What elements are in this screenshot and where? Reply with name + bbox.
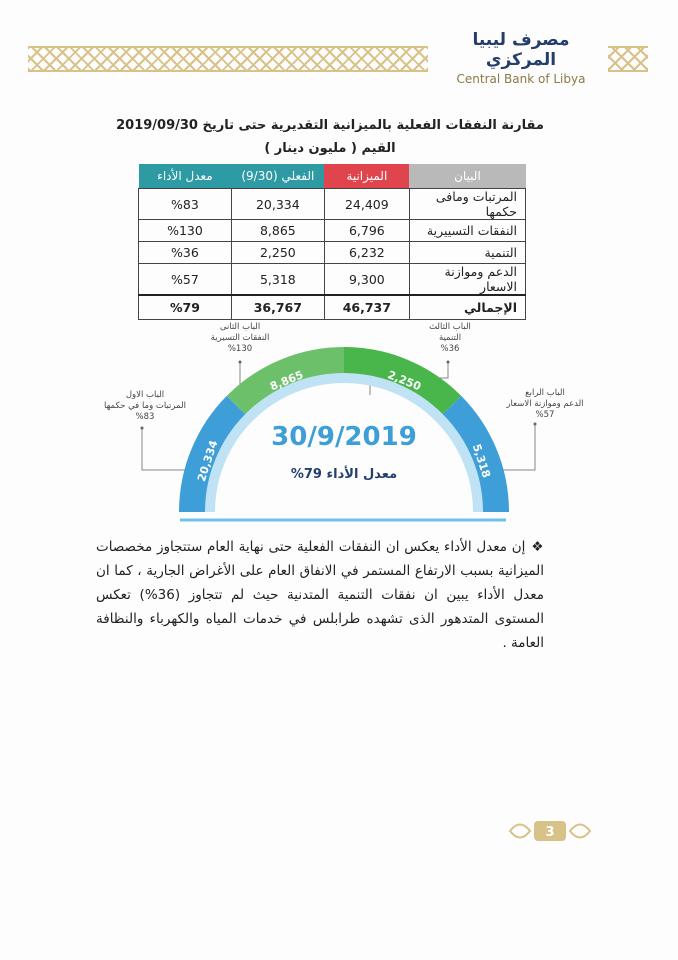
segment-value: 8,865 [268,368,306,394]
cell-item: التنمية [409,242,525,264]
page-number-ornament [506,816,594,846]
cell-actual: 36,767 [231,295,324,320]
cell-budget: 46,737 [324,295,409,320]
logo-arabic: مصرف ليبيا المركزي [472,30,570,70]
callout-desc: النفقات التسيرية [210,333,270,343]
cell-item: النفقات التسييرية [409,220,525,242]
report-subtitle: القيم ( مليون دينار ) [264,141,396,156]
table-row [139,242,526,264]
col-header-item: البيان [409,164,525,189]
cell-rate: %79 [139,295,232,320]
bank-logo [436,30,606,86]
table-row [139,189,526,220]
page-number: 3 [545,825,555,840]
cell-rate: %36 [139,242,232,264]
cell-actual: 2,250 [231,242,324,264]
gauge-performance: معدل الأداء 79% [290,467,398,482]
cell-budget: 24,409 [324,189,409,220]
callout-rate: %83 [135,412,155,422]
callout-chapter-3 [415,322,485,355]
cell-budget: 6,232 [324,242,409,264]
cell-item: المرتبات ومافى حكمها [409,189,525,220]
report-title: مقارنة النفقات الفعلية بالميزانية التقديرية حتى تاريخ 2019/09/30 [116,118,544,133]
ornament-band [28,46,428,72]
logo-english: Central Bank of Libya [456,72,586,86]
callout-chapter-1 [90,390,200,423]
callout-rate: %36 [440,344,460,354]
col-header-rate: معدل الأداء [139,164,232,189]
callout-rate: %57 [535,410,555,420]
paragraph-text: إن معدل الأداء يعكس ان النفقات الفعلية حتى نهاية العام ستتجاوز مخصصات الميزانية بسبب الارتفاع المستمر في الانفاق العام على الأغراض الجارية ، كما ان معدل الأداء يبين ان نفقات التنمية المتدنية حيث لم تتجاوز (36%) تعكس المستوى المتدهور الذى تشهده طرابلس في خدمات المياه والكهرباء والنظافة العامة . [96,539,544,651]
cell-rate: %130 [139,220,232,242]
callout-title: الباب الثالث [429,322,471,332]
callout-chapter-4 [490,388,600,421]
col-header-actual: الفعلي (9/30) [231,164,324,189]
callout-desc: المرتبات وما في حكمها [104,401,186,411]
ornament-band-right [608,46,648,72]
callout-desc: الدعم وموازنة الاسعار [506,399,584,409]
cell-item: الإجمالي [409,295,525,320]
bullet-icon: ❖ [531,539,544,555]
gauge-date: 30/9/2019 [271,422,417,452]
analysis-paragraph [96,535,544,655]
segment-value: 20,334 [194,438,221,484]
cell-budget: 9,300 [324,264,409,296]
cell-rate: %57 [139,264,232,296]
callout-desc: التنمية [438,333,462,343]
table-row [139,220,526,242]
callout-title: الباب الاول [125,390,165,400]
cell-rate: %83 [139,189,232,220]
page-header [28,30,648,86]
callout-rate: %130 [227,344,253,354]
budget-table [138,164,526,320]
table-row [139,264,526,296]
col-header-budget: الميزانية [324,164,409,189]
cell-actual: 8,865 [231,220,324,242]
table-header-row [139,164,526,189]
cell-item: الدعم وموازنة الاسعار [409,264,525,296]
cell-actual: 20,334 [231,189,324,220]
callout-title: الباب الرابع [525,388,565,398]
cell-budget: 6,796 [324,220,409,242]
segment-value: 5,318 [469,442,493,480]
callout-chapter-2 [195,322,285,355]
callout-title: الباب الثانى [219,322,261,332]
segment-value: 2,250 [385,368,423,394]
cell-actual: 5,318 [231,264,324,296]
